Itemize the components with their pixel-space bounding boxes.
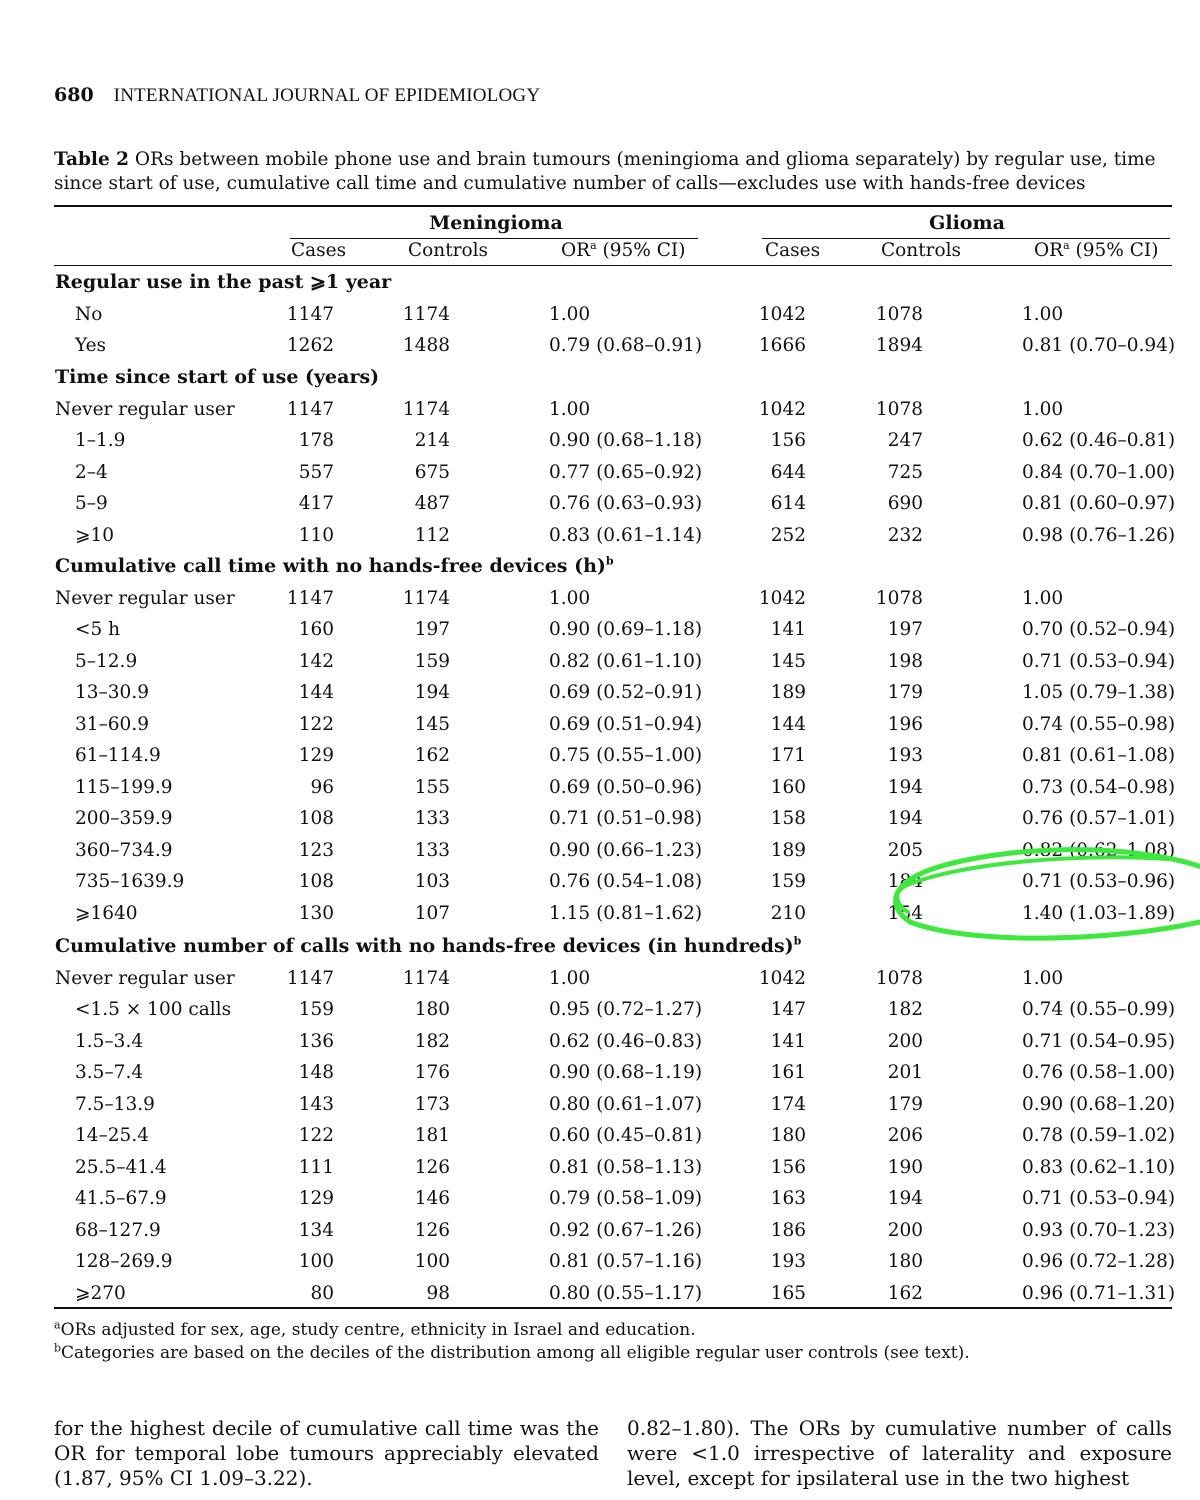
- row-label: 7.5–13.9: [75, 1093, 155, 1115]
- glioma-controls: 200: [887, 1030, 923, 1052]
- glioma-cases: 180: [770, 1125, 806, 1146]
- glioma-controls: 200: [887, 1219, 923, 1241]
- glioma-cases: 189: [770, 839, 806, 861]
- glioma-cases: 171: [770, 745, 806, 766]
- meningioma-or: 0.80 (0.61–1.07): [549, 1093, 703, 1115]
- glioma-cases: 1042: [758, 967, 806, 989]
- glioma-controls: 190: [887, 1156, 923, 1178]
- meningioma-controls: 98: [426, 1282, 450, 1304]
- or-label: OR: [1034, 240, 1064, 261]
- meningioma-controls: 126: [414, 1156, 450, 1178]
- table-row: [0, 1215, 1200, 1246]
- meningioma-cases: 123: [298, 839, 334, 861]
- table-row: [0, 299, 1200, 330]
- row-label: ⩾10: [75, 524, 115, 546]
- glioma-cases: 252: [770, 524, 806, 546]
- table-row: [0, 394, 1200, 425]
- glioma-or: 0.76 (0.57–1.01): [1022, 808, 1176, 829]
- glioma-cases: 165: [770, 1282, 806, 1304]
- row-label: 360–734.9: [75, 839, 173, 861]
- table-row: [0, 1026, 1200, 1057]
- meningioma-or: 0.60 (0.45–0.81): [549, 1125, 703, 1146]
- page-header: [54, 84, 540, 107]
- meningioma-controls: 181: [414, 1125, 450, 1146]
- row-label: 13–30.9: [75, 682, 149, 703]
- meningioma-cases: 129: [298, 1188, 334, 1209]
- table-row: [0, 709, 1200, 740]
- glioma-or: 1.00: [1022, 303, 1064, 325]
- glioma-or: 0.62 (0.46–0.81): [1022, 430, 1176, 451]
- row-label: 25.5–41.4: [75, 1156, 167, 1178]
- table-row: [0, 520, 1200, 551]
- glioma-cases: 210: [770, 902, 806, 924]
- table-row: [0, 1183, 1200, 1214]
- meningioma-or: 0.81 (0.58–1.13): [549, 1156, 703, 1178]
- col-header-glioma-or: [1034, 240, 1158, 261]
- section-footnote-mark: b: [605, 554, 614, 568]
- meningioma-group-header: Meningioma: [429, 212, 563, 234]
- or-footnote-mark: a: [590, 238, 597, 252]
- table-row: [0, 614, 1200, 645]
- glioma-controls: 198: [887, 650, 923, 672]
- section-title: Cumulative number of calls with no hands-free devices (in hundreds): [55, 935, 794, 957]
- meningioma-cases: 111: [298, 1156, 334, 1178]
- glioma-cases: 174: [770, 1093, 806, 1115]
- row-label: 1.5–3.4: [75, 1030, 144, 1052]
- col-header-meningioma-cases: Cases: [291, 240, 347, 261]
- meningioma-cases: 148: [298, 1062, 334, 1083]
- meningioma-cases: 100: [298, 1251, 334, 1272]
- meningioma-controls: 182: [414, 1030, 450, 1052]
- glioma-or: 0.71 (0.53–0.94): [1022, 650, 1176, 672]
- row-label: Never regular user: [55, 587, 235, 609]
- ci-label: (95% CI): [1069, 240, 1159, 261]
- glioma-controls: 690: [887, 493, 923, 514]
- meningioma-or: 0.71 (0.51–0.98): [549, 808, 703, 829]
- row-label: ⩾1640: [75, 902, 138, 924]
- meningioma-or: 0.80 (0.55–1.17): [549, 1282, 703, 1304]
- meningioma-cases: 110: [298, 524, 334, 546]
- table-caption: [54, 148, 1172, 196]
- glioma-controls: 180: [887, 1251, 923, 1272]
- meningioma-cases: 108: [298, 871, 334, 892]
- glioma-cases: 614: [770, 493, 806, 514]
- glioma-or: 0.81 (0.61–1.08): [1022, 745, 1176, 766]
- table-row: [0, 1120, 1200, 1151]
- meningioma-or: 0.82 (0.61–1.10): [549, 650, 703, 672]
- glioma-cases: 186: [770, 1219, 806, 1241]
- glioma-controls: 1078: [875, 967, 923, 989]
- row-label: 1–1.9: [75, 430, 126, 451]
- glioma-or: 0.84 (0.70–1.00): [1022, 461, 1176, 483]
- table-row: [0, 1089, 1200, 1120]
- meningioma-controls: 133: [414, 808, 450, 829]
- section-heading: [55, 362, 379, 393]
- row-label: 735–1639.9: [75, 871, 185, 892]
- glioma-cases: 158: [770, 808, 806, 829]
- meningioma-cases: 143: [298, 1093, 334, 1115]
- col-header-glioma-cases: Cases: [765, 240, 821, 261]
- glioma-controls: 247: [887, 430, 923, 451]
- meningioma-cases: 136: [298, 1030, 334, 1052]
- glioma-controls: 196: [887, 713, 923, 735]
- meningioma-or: 1.00: [549, 967, 591, 989]
- table-row: [0, 330, 1200, 361]
- row-label: Yes: [75, 335, 107, 356]
- meningioma-cases: 1147: [286, 967, 334, 989]
- glioma-cases: 156: [770, 430, 806, 451]
- glioma-group-header: Glioma: [929, 212, 1005, 234]
- footnote-b: [54, 1343, 970, 1363]
- table-row: [0, 646, 1200, 677]
- row-label: 31–60.9: [75, 713, 149, 735]
- meningioma-or: 0.83 (0.61–1.14): [549, 524, 703, 546]
- glioma-or: 0.74 (0.55–0.98): [1022, 713, 1176, 735]
- glioma-controls: 179: [887, 1093, 923, 1115]
- meningioma-cases: 160: [298, 619, 334, 640]
- meningioma-or: 0.69 (0.51–0.94): [549, 713, 703, 735]
- meningioma-controls: 145: [414, 713, 450, 735]
- glioma-cases: 159: [770, 871, 806, 892]
- glioma-controls: 201: [887, 1062, 923, 1083]
- table-caption-text: ORs between mobile phone use and brain tumours (meningioma and glioma separately) by regular use, time since start of use, cumulative call time and cumulative number of calls—excludes use with hands-free devices: [54, 149, 1156, 194]
- glioma-or: 1.00: [1022, 967, 1064, 989]
- glioma-cases: 1042: [758, 303, 806, 325]
- table-row: [0, 866, 1200, 897]
- meningioma-controls: 146: [414, 1188, 450, 1209]
- meningioma-cases: 134: [298, 1219, 334, 1241]
- meningioma-cases: 417: [298, 493, 334, 514]
- meningioma-or: 0.90 (0.66–1.23): [549, 839, 703, 861]
- glioma-controls: 1078: [875, 303, 923, 325]
- glioma-controls: 193: [887, 745, 923, 766]
- glioma-controls: 162: [887, 1282, 923, 1304]
- meningioma-or: 0.76 (0.63–0.93): [549, 493, 703, 514]
- table-row: [0, 488, 1200, 519]
- meningioma-or: 0.76 (0.54–1.08): [549, 871, 703, 892]
- glioma-or: 1.40 (1.03–1.89): [1022, 902, 1176, 924]
- table-row: [0, 1246, 1200, 1277]
- glioma-controls: 1078: [875, 587, 923, 609]
- meningioma-or: 0.69 (0.50–0.96): [549, 776, 703, 798]
- meningioma-controls: 214: [414, 430, 450, 451]
- meningioma-cases: 144: [298, 682, 334, 703]
- glioma-cases: 644: [770, 461, 806, 483]
- glioma-or: 0.96 (0.72–1.28): [1022, 1251, 1176, 1272]
- meningioma-controls: 197: [414, 619, 450, 640]
- footnote-mark: a: [54, 1318, 61, 1332]
- glioma-or: 0.98 (0.76–1.26): [1022, 524, 1176, 546]
- header-bottom-rule: [54, 265, 1172, 266]
- table-label: Table 2: [54, 149, 130, 170]
- meningioma-or: 1.00: [549, 398, 591, 420]
- meningioma-controls: 162: [414, 745, 450, 766]
- ci-label: (95% CI): [596, 240, 686, 261]
- glioma-controls: 194: [887, 1188, 923, 1209]
- glioma-or: 1.00: [1022, 398, 1064, 420]
- glioma-controls: 206: [887, 1125, 923, 1146]
- meningioma-or: 1.00: [549, 303, 591, 325]
- meningioma-cases: 129: [298, 745, 334, 766]
- or-label: OR: [561, 240, 591, 261]
- row-label: 68–127.9: [75, 1219, 161, 1241]
- meningioma-controls: 1174: [402, 587, 450, 609]
- table-row: [0, 898, 1200, 929]
- glioma-or: 0.82 (0.62–1.08): [1022, 839, 1176, 861]
- glioma-cases: 160: [770, 776, 806, 798]
- meningioma-or: 0.75 (0.55–1.00): [549, 745, 703, 766]
- glioma-or: 0.90 (0.68–1.20): [1022, 1093, 1176, 1115]
- row-label: 2–4: [75, 461, 108, 483]
- glioma-controls: 205: [887, 839, 923, 861]
- glioma-cases: 189: [770, 682, 806, 703]
- meningioma-or: 0.81 (0.57–1.16): [549, 1251, 703, 1272]
- meningioma-controls: 176: [414, 1062, 450, 1083]
- meningioma-cases: 80: [310, 1282, 334, 1304]
- meningioma-controls: 1174: [402, 303, 450, 325]
- meningioma-or: 0.90 (0.69–1.18): [549, 619, 703, 640]
- meningioma-controls: 1174: [402, 967, 450, 989]
- section-title: Time since start of use (years): [55, 366, 380, 388]
- row-label: <5 h: [75, 619, 121, 640]
- meningioma-controls: 100: [414, 1251, 450, 1272]
- meningioma-controls: 487: [414, 493, 450, 514]
- glioma-cases: 141: [770, 1030, 806, 1052]
- glioma-cases: 147: [770, 999, 806, 1020]
- glioma-controls: 154: [887, 902, 923, 924]
- meningioma-or: 0.79 (0.58–1.09): [549, 1188, 703, 1209]
- row-label: 115–199.9: [75, 776, 173, 798]
- meningioma-cases: 1262: [286, 335, 334, 356]
- meningioma-cases: 130: [298, 902, 334, 924]
- glioma-or: 0.74 (0.55–0.99): [1022, 999, 1176, 1020]
- glioma-or: 0.71 (0.53–0.96): [1022, 871, 1176, 892]
- meningioma-or: 0.90 (0.68–1.19): [549, 1062, 703, 1083]
- meningioma-cases: 122: [298, 713, 334, 735]
- section-heading: [55, 931, 801, 962]
- table-top-rule: [54, 205, 1172, 207]
- glioma-cases: 141: [770, 619, 806, 640]
- meningioma-cases: 1147: [286, 398, 334, 420]
- footnote-a: [54, 1320, 696, 1340]
- meningioma-cases: 178: [298, 430, 334, 451]
- meningioma-controls: 159: [414, 650, 450, 672]
- row-label: 5–12.9: [75, 650, 138, 672]
- meningioma-controls: 107: [414, 902, 450, 924]
- meningioma-cases: 1147: [286, 303, 334, 325]
- footnote-text: ORs adjusted for sex, age, study centre, ethnicity in Israel and education.: [60, 1320, 696, 1340]
- table-row: [0, 583, 1200, 614]
- glioma-or: 0.96 (0.71–1.31): [1022, 1282, 1176, 1304]
- meningioma-or: 0.62 (0.46–0.83): [549, 1030, 703, 1052]
- glioma-controls: 232: [887, 524, 923, 546]
- row-label: 41.5–67.9: [75, 1188, 167, 1209]
- glioma-cases: 1666: [758, 335, 806, 356]
- meningioma-cases: 142: [298, 650, 334, 672]
- glioma-controls: 182: [887, 999, 923, 1020]
- section-heading: [55, 551, 614, 582]
- meningioma-controls: 173: [414, 1093, 450, 1115]
- meningioma-or: 1.15 (0.81–1.62): [549, 902, 703, 924]
- table-row: [0, 740, 1200, 771]
- meningioma-cases: 557: [298, 461, 334, 483]
- meningioma-controls: 1488: [402, 335, 450, 356]
- meningioma-or: 0.95 (0.72–1.27): [549, 999, 703, 1020]
- meningioma-controls: 126: [414, 1219, 450, 1241]
- glioma-or: 0.81 (0.60–0.97): [1022, 493, 1176, 514]
- meningioma-or: 0.92 (0.67–1.26): [549, 1219, 703, 1241]
- meningioma-controls: 1174: [402, 398, 450, 420]
- glioma-cases: 161: [770, 1062, 806, 1083]
- row-label: 14–25.4: [75, 1125, 149, 1146]
- glioma-controls: 184: [887, 871, 923, 892]
- section-heading: [55, 267, 391, 298]
- col-header-meningioma-controls: Controls: [408, 240, 489, 261]
- table-row: [0, 457, 1200, 488]
- meningioma-cases: 122: [298, 1125, 334, 1146]
- meningioma-controls: 194: [414, 682, 450, 703]
- glioma-or: 0.73 (0.54–0.98): [1022, 776, 1176, 798]
- body-text-left: for the highest decile of cumulative call time was the OR for temporal lobe tumours appreciably elevated (1.87, 95% CI 1.09–3.22).: [54, 1416, 599, 1490]
- meningioma-controls: 155: [414, 776, 450, 798]
- glioma-cases: 193: [770, 1251, 806, 1272]
- row-label: ⩾270: [75, 1282, 126, 1304]
- glioma-or: 0.83 (0.62–1.10): [1022, 1156, 1176, 1178]
- glioma-or: 0.71 (0.53–0.94): [1022, 1188, 1176, 1209]
- body-text-right: 0.82–1.80). The ORs by cumulative number of calls were <1.0 irrespective of laterality and exposure level, except for ipsilateral use in the two highest: [627, 1416, 1172, 1490]
- row-label: 200–359.9: [75, 808, 173, 829]
- row-label: 61–114.9: [75, 745, 161, 766]
- glioma-cases: 1042: [758, 587, 806, 609]
- glioma-cases: 156: [770, 1156, 806, 1178]
- glioma-or: 1.05 (0.79–1.38): [1022, 682, 1176, 703]
- row-label: Never regular user: [55, 398, 235, 420]
- table-row: [0, 677, 1200, 708]
- col-header-glioma-controls: Controls: [881, 240, 962, 261]
- glioma-group-rule: [762, 238, 1170, 239]
- meningioma-cases: 96: [310, 776, 334, 798]
- table-row: [0, 1152, 1200, 1183]
- glioma-controls: 1078: [875, 398, 923, 420]
- glioma-cases: 163: [770, 1188, 806, 1209]
- meningioma-or: 0.69 (0.52–0.91): [549, 682, 703, 703]
- glioma-cases: 145: [770, 650, 806, 672]
- footnote-mark: b: [54, 1341, 62, 1355]
- table-bottom-rule: [54, 1307, 1172, 1309]
- glioma-or: 0.71 (0.54–0.95): [1022, 1030, 1176, 1052]
- section-title: Cumulative call time with no hands-free devices (h): [55, 555, 606, 577]
- meningioma-controls: 133: [414, 839, 450, 861]
- meningioma-or: 0.79 (0.68–0.91): [549, 335, 703, 356]
- table-row: [0, 803, 1200, 834]
- col-header-meningioma-or: [561, 240, 685, 261]
- row-label: 5–9: [75, 493, 108, 514]
- table-row: [0, 835, 1200, 866]
- journal-title: INTERNATIONAL JOURNAL OF EPIDEMIOLOGY: [113, 85, 541, 106]
- meningioma-or: 0.77 (0.65–0.92): [549, 461, 703, 483]
- row-label: Never regular user: [55, 967, 235, 989]
- meningioma-or: 0.90 (0.68–1.18): [549, 430, 703, 451]
- meningioma-controls: 180: [414, 999, 450, 1020]
- page-number: 680: [54, 84, 94, 106]
- or-footnote-mark: a: [1063, 238, 1070, 252]
- glioma-controls: 197: [887, 619, 923, 640]
- table-row: [0, 994, 1200, 1025]
- row-label: 3.5–7.4: [75, 1062, 144, 1083]
- table-row: [0, 1057, 1200, 1088]
- section-title: Regular use in the past ⩾1 year: [55, 271, 392, 293]
- meningioma-controls: 103: [414, 871, 450, 892]
- row-label: <1.5 × 100 calls: [75, 999, 232, 1020]
- meningioma-or: 1.00: [549, 587, 591, 609]
- glioma-or: 0.70 (0.52–0.94): [1022, 619, 1176, 640]
- meningioma-cases: 159: [298, 999, 334, 1020]
- glioma-controls: 179: [887, 682, 923, 703]
- glioma-or: 0.93 (0.70–1.23): [1022, 1219, 1176, 1241]
- glioma-or: 1.00: [1022, 587, 1064, 609]
- row-label: No: [75, 303, 103, 325]
- glioma-cases: 144: [770, 713, 806, 735]
- meningioma-controls: 112: [414, 524, 450, 546]
- glioma-or: 0.78 (0.59–1.02): [1022, 1125, 1176, 1146]
- table-row: [0, 1278, 1200, 1309]
- glioma-or: 0.81 (0.70–0.94): [1022, 335, 1176, 356]
- glioma-controls: 725: [887, 461, 923, 483]
- glioma-cases: 1042: [758, 398, 806, 420]
- meningioma-controls: 675: [414, 461, 450, 483]
- meningioma-group-rule: [290, 238, 698, 239]
- table-row: [0, 772, 1200, 803]
- glioma-or: 0.76 (0.58–1.00): [1022, 1062, 1176, 1083]
- section-footnote-mark: b: [793, 934, 802, 948]
- table-row: [0, 963, 1200, 994]
- glioma-controls: 194: [887, 776, 923, 798]
- glioma-controls: 194: [887, 808, 923, 829]
- table-row: [0, 425, 1200, 456]
- meningioma-cases: 108: [298, 808, 334, 829]
- glioma-controls: 1894: [875, 335, 923, 356]
- meningioma-cases: 1147: [286, 587, 334, 609]
- row-label: 128–269.9: [75, 1251, 173, 1272]
- footnote-text: Categories are based on the deciles of the distribution among all eligible regular user controls (see text).: [61, 1343, 970, 1363]
